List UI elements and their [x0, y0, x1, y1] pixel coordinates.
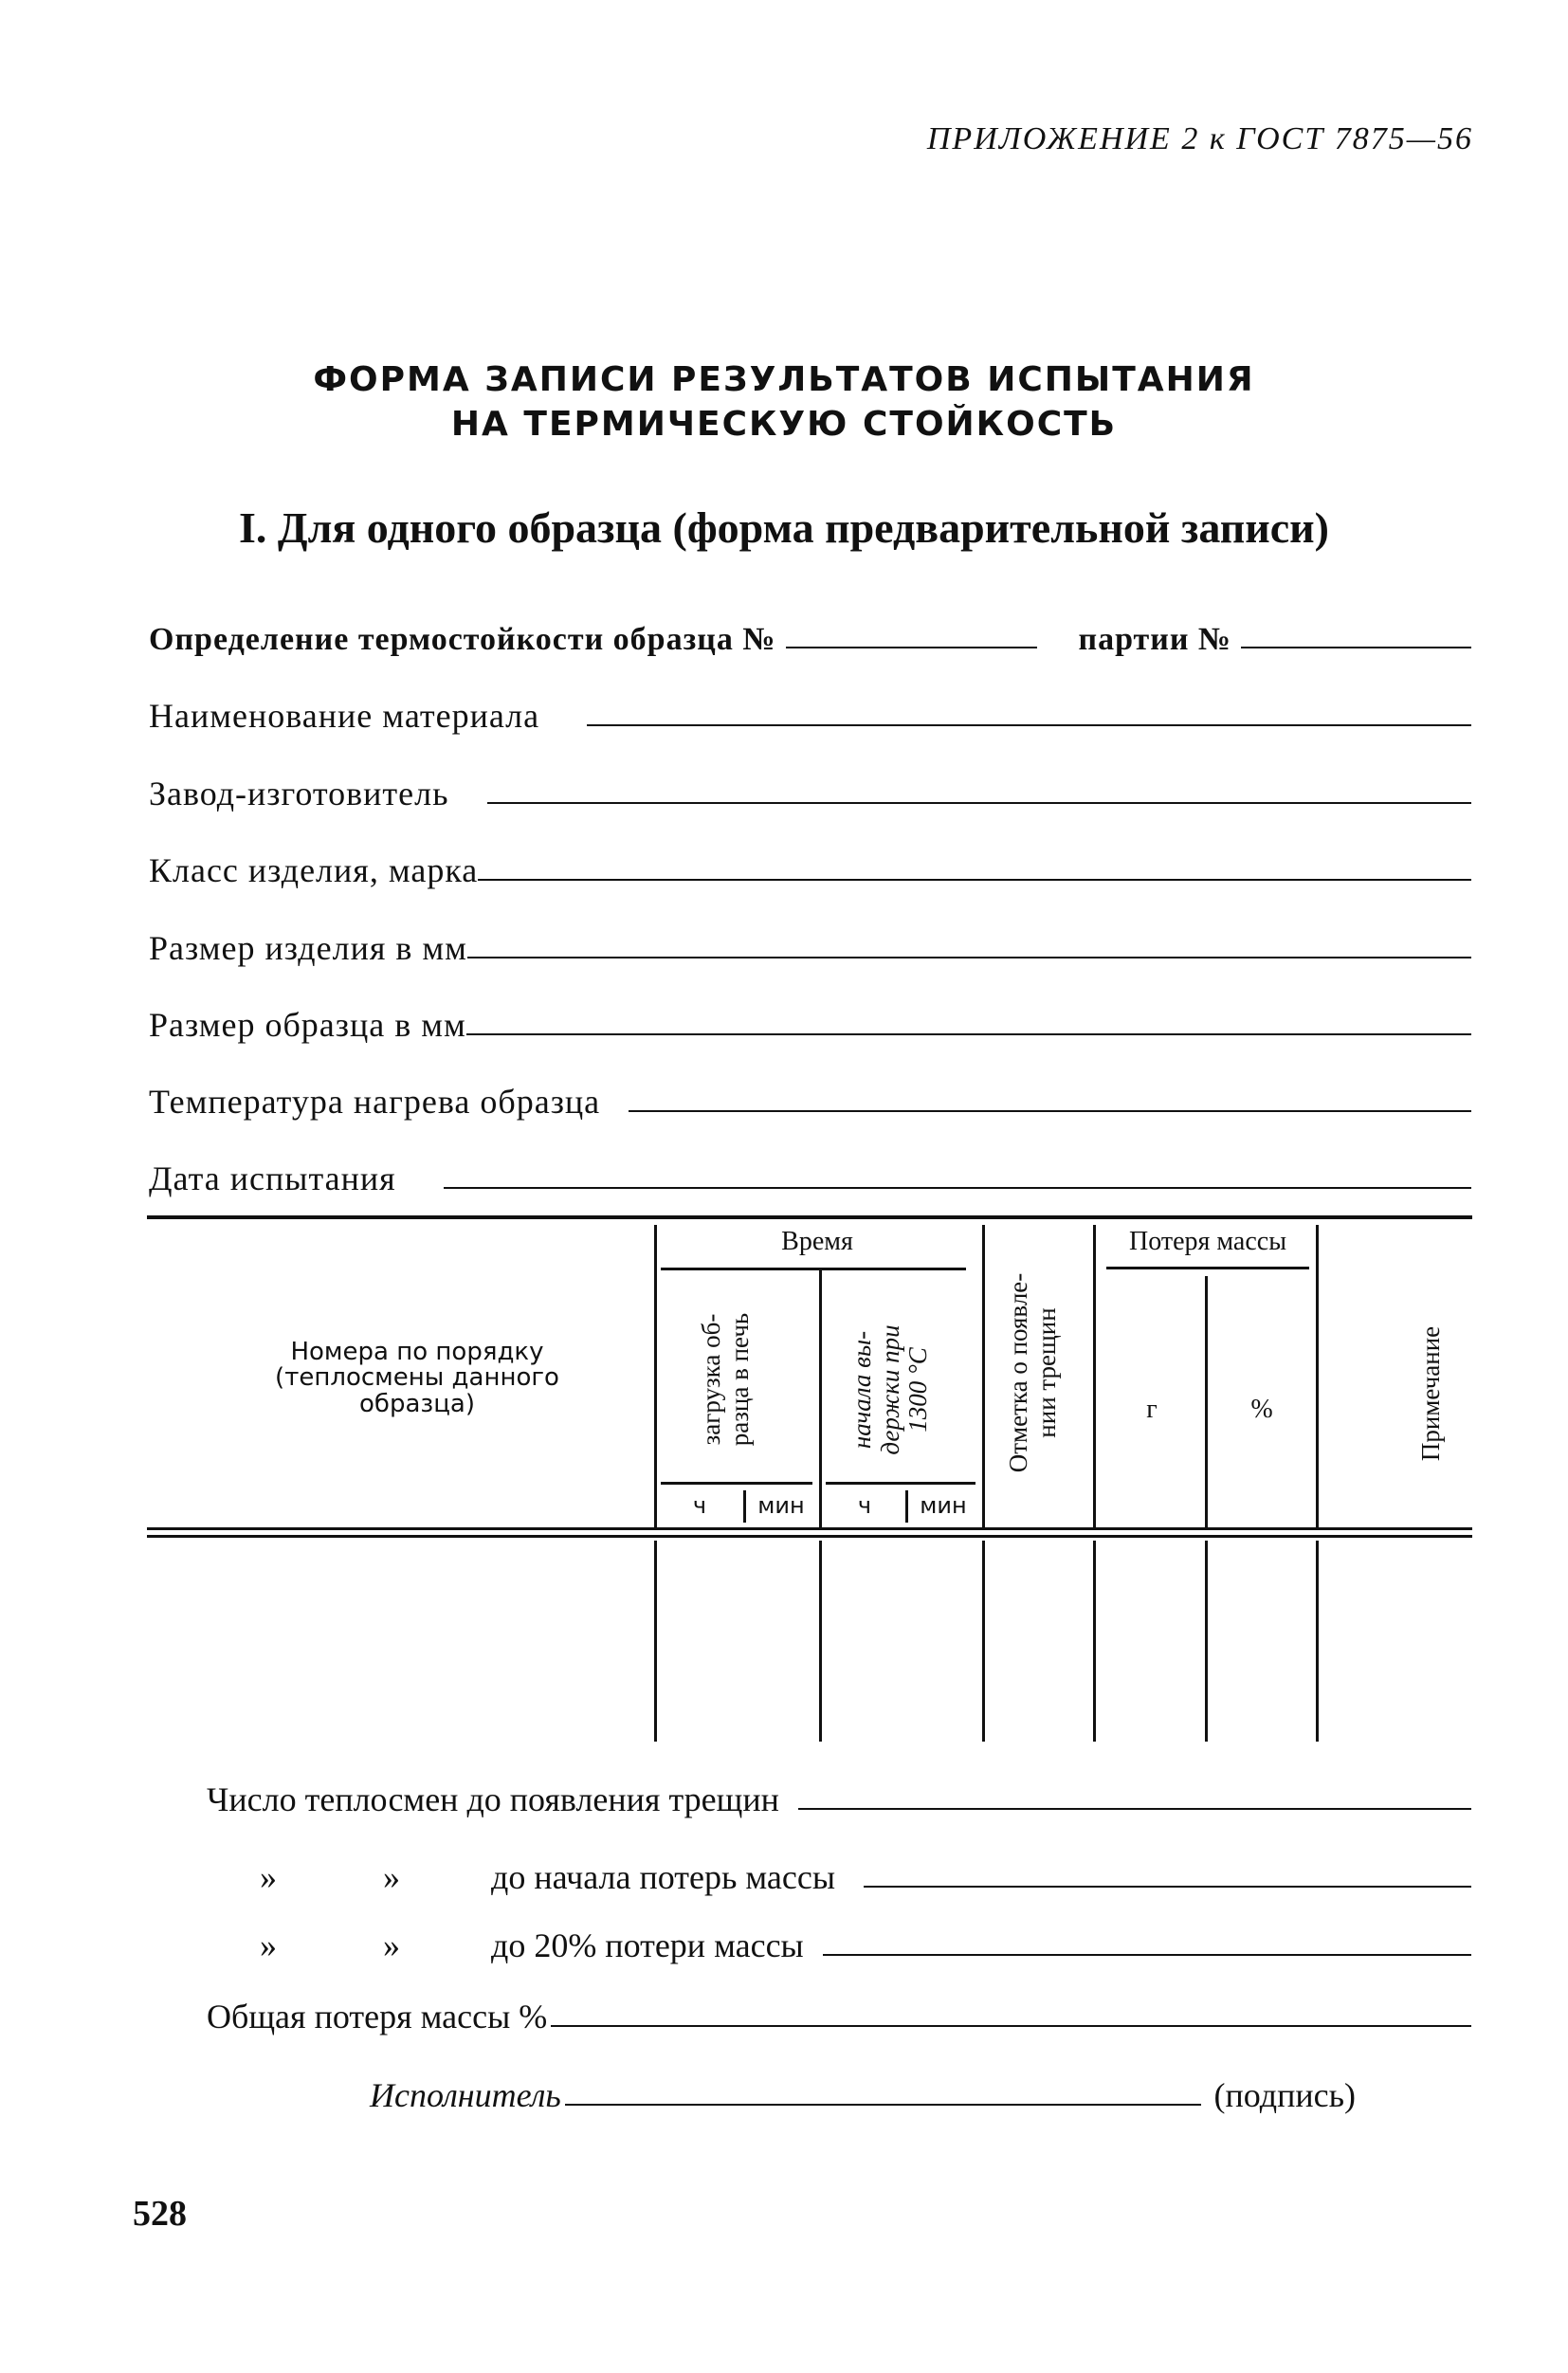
signature-label: (подпись) [1213, 2076, 1356, 2114]
col-note-header: Примечание [1416, 1325, 1445, 1462]
field-material [149, 692, 1471, 736]
header-rule-2 [147, 1535, 1472, 1538]
field-label: Определение термостойкости образца № [149, 622, 776, 657]
manufacturer-blank[interactable] [487, 802, 1471, 804]
field-sample-number [149, 614, 1471, 658]
col-divider [1205, 1276, 1208, 1527]
time-group-line [661, 1268, 966, 1270]
col-divider [654, 1225, 657, 1527]
field-label: Температура нагрева образца [149, 1083, 601, 1121]
field-product-size [149, 924, 1471, 968]
col-divider [1093, 1225, 1096, 1527]
ditto-mark: » [260, 1858, 277, 1896]
field-label: Размер изделия в мм [149, 929, 467, 967]
col-load-header: загрузка об- разца в печь [697, 1312, 754, 1447]
field-total-loss [207, 1993, 1471, 2036]
body-col-divider [1205, 1541, 1208, 1742]
unit-min-2: мин [920, 1492, 967, 1519]
field-label: партии № [1078, 622, 1232, 657]
executor-signature-blank[interactable] [565, 2104, 1201, 2106]
body-col-divider [819, 1541, 822, 1742]
unit-min-1: мин [757, 1492, 805, 1519]
field-heat-temp [149, 1078, 1471, 1122]
unit-h-1: ч [692, 1492, 707, 1519]
mass-group-line [1106, 1267, 1309, 1269]
col-divider [819, 1269, 822, 1527]
field-label: Класс изделия, марка [149, 851, 479, 889]
field-label: Число теплосмен до появления трещин [207, 1780, 779, 1818]
field-label: Дата испытания [149, 1159, 396, 1197]
mass-loss-start-blank[interactable] [864, 1886, 1471, 1888]
product-class-blank[interactable] [478, 879, 1471, 881]
sample-number-blank[interactable] [786, 647, 1037, 648]
ditto-mark: » [260, 1926, 277, 1964]
total-loss-blank[interactable] [551, 2025, 1471, 2027]
time-group-header: Время [781, 1227, 853, 1256]
batch-number-blank[interactable] [1241, 647, 1471, 648]
20pct-loss-blank[interactable] [823, 1954, 1471, 1956]
field-cycles-to-crack [207, 1776, 1471, 1819]
body-col-divider [654, 1541, 657, 1742]
col-divider [1316, 1225, 1319, 1527]
field-to-20pct-loss [207, 1922, 1471, 1965]
test-date-blank[interactable] [444, 1187, 1471, 1189]
table-top-rule [147, 1215, 1472, 1219]
unit-divider [905, 1490, 908, 1523]
field-sample-size [149, 1001, 1471, 1045]
body-col-divider [982, 1541, 985, 1742]
form-title-line1: ФОРМА ЗАПИСИ РЕЗУЛЬТАТОВ ИСПЫТАНИЯ [313, 360, 1255, 399]
field-to-mass-loss-start [207, 1853, 1471, 1897]
field-label: Исполнитель [370, 2076, 561, 2114]
form-title-line2: НА ТЕРМИЧЕСКУЮ СТОЙКОСТЬ [450, 405, 1118, 444]
field-executor [370, 2072, 1356, 2115]
header-rule-1 [147, 1527, 1472, 1530]
field-manufacturer [149, 770, 1471, 813]
ditto-mark: » [383, 1926, 400, 1964]
col-start-header: начала вы- держки при 1300 °С [848, 1324, 933, 1455]
document-header: ПРИЛОЖЕНИЕ 2 к ГОСТ 7875—56 [926, 121, 1473, 156]
page-number: 528 [133, 2194, 187, 2234]
field-label: до 20% потери массы [491, 1926, 804, 1964]
col-divider [982, 1225, 985, 1527]
field-label: Общая потеря массы % [207, 1998, 548, 2035]
material-blank[interactable] [587, 724, 1471, 726]
mass-loss-header: Потеря массы [1128, 1227, 1287, 1256]
section-title: I. Для одного образца (форма предварительной записи) [239, 503, 1329, 552]
heat-temp-blank[interactable] [629, 1110, 1471, 1112]
field-product-class [149, 847, 1471, 890]
col-crack-header: Отметка о появле- нии трещин [1004, 1272, 1061, 1473]
field-label: до начала потерь массы [491, 1858, 836, 1896]
col-number-header: Номера по порядку (теплосмены данного образца) [275, 1338, 559, 1418]
unit-h-2: ч [857, 1492, 872, 1519]
sample-size-blank[interactable] [466, 1033, 1471, 1035]
cycles-to-crack-blank[interactable] [798, 1808, 1471, 1810]
field-label: Завод-изготовитель [149, 775, 449, 812]
field-label: Размер образца в мм [149, 1006, 466, 1044]
ditto-mark: » [383, 1858, 400, 1896]
unit-divider [743, 1490, 746, 1523]
field-test-date [149, 1155, 1471, 1198]
body-col-divider [1093, 1541, 1096, 1742]
product-size-blank[interactable] [467, 957, 1471, 958]
field-label: Наименование материала [149, 697, 540, 735]
col-pct-header: % [1250, 1395, 1273, 1424]
col-g-header: г [1146, 1395, 1158, 1424]
unit-line-1 [661, 1482, 812, 1485]
body-col-divider [1316, 1541, 1319, 1742]
